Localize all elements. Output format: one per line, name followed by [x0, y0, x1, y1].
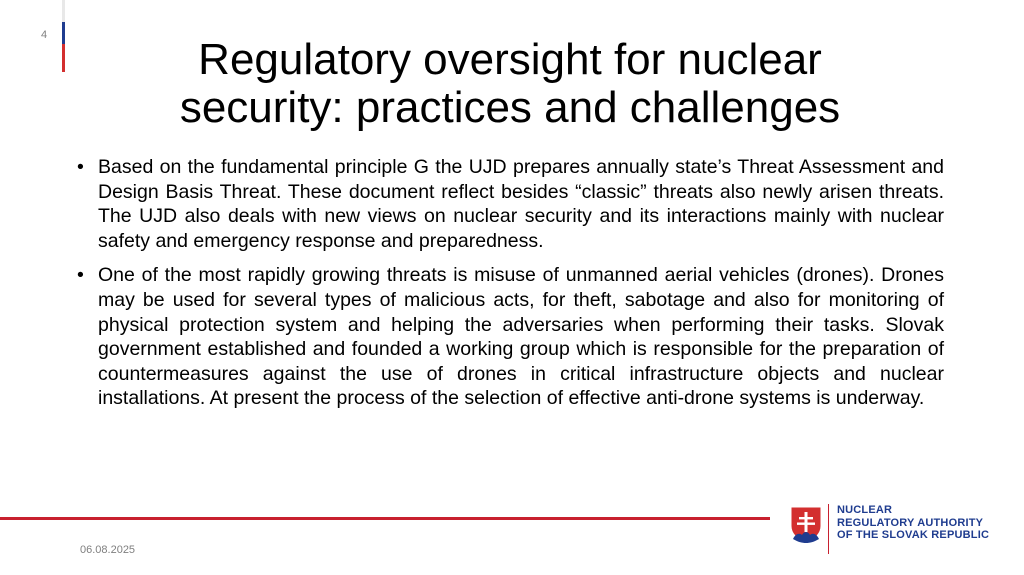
slide-date: 06.08.2025	[80, 544, 136, 556]
flag-stripe	[62, 0, 65, 72]
title-line-2: security: practices and challenges	[179, 83, 841, 132]
slovak-coat-of-arms-icon	[790, 506, 822, 544]
bullet-list	[76, 155, 944, 421]
footer-divider	[0, 517, 770, 520]
authority-name	[837, 504, 989, 542]
title-line-1: Regulatory oversight for nuclear	[198, 35, 822, 84]
bullet-text: Based on the fundamental principle G the UJD prepares annually state’s Threat Assessment and Design Basis Threat. These document reflect besides “classic” threats also newly arisen threats. The UJD also deals with new views on nuclear security and its interactions mainly with nuclear safety and emergency response and preparedness.	[98, 156, 944, 252]
logo-divider	[828, 504, 829, 554]
bullet-item	[76, 263, 944, 411]
authority-logo	[786, 504, 1006, 556]
bullet-item	[76, 155, 944, 253]
bullet-icon: •	[77, 156, 84, 178]
authority-name-line-3: OF THE SLOVAK REPUBLIC	[837, 529, 990, 541]
slide-number: 4	[41, 29, 48, 41]
authority-name-line-2: REGULATORY AUTHORITY	[837, 516, 984, 529]
slide-title	[110, 36, 910, 132]
bullet-icon: •	[77, 264, 84, 287]
bullet-text: One of the most rapidly growing threats is misuse of unmanned aerial vehicles (drones). Drones may be used for several types of malicious acts, for theft, sabotage and also for monitoring of physical protection system and helping the adversaries when performing their tasks. Slovak government established and founded a working group which is responsible for the preparation of countermeasures against the use of drones in critical infrastructure objects and nuclear installations. At present the process of the selection of effective anti-drone systems is underway.	[98, 264, 944, 410]
authority-name-line-1: NUCLEAR	[837, 504, 893, 516]
